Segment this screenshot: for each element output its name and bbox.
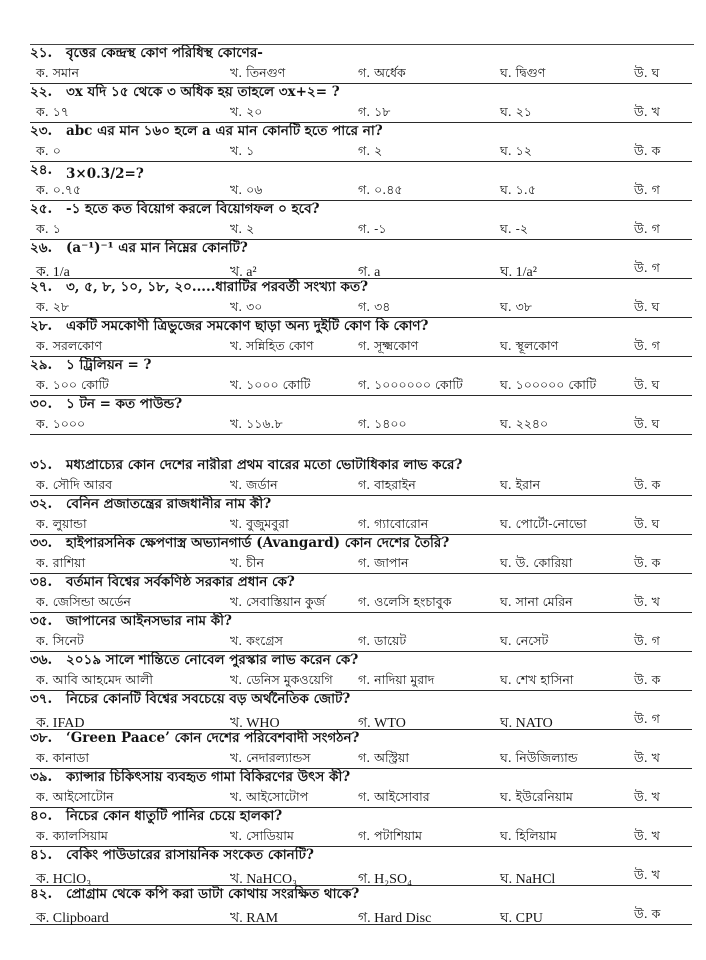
option-ga: গ. ১৪০০ [358, 416, 407, 431]
question-number: ৩১. [30, 457, 53, 473]
option-gha: ঘ. ১০০০০০ কোটি [500, 377, 597, 392]
question-block-general-knowledge [30, 457, 692, 925]
answer-key: উ. ঘ [634, 377, 660, 392]
option-ga: গ. পটাশিয়াম [358, 828, 422, 843]
question-row [30, 769, 692, 789]
question-row [30, 201, 692, 221]
question-number: ৩৯. [30, 769, 53, 785]
option-ga: গ. a [358, 265, 381, 280]
option-gha: ঘ. ২২৪০ [500, 416, 549, 431]
option-gha: ঘ. নিউজিল্যান্ড [500, 750, 578, 765]
answer-key: উ. গ [634, 221, 660, 236]
option-ga: গ. ৩৪ [358, 299, 391, 314]
answer-key: উ. ঘ [634, 299, 660, 314]
option-gha: ঘ. পোর্টো-নোভো [500, 516, 587, 531]
option-ka: ক. কানাডা [36, 750, 89, 765]
options-row [30, 182, 692, 201]
question-row [30, 574, 692, 594]
options-row [30, 416, 692, 435]
answer-key: উ. খ [634, 867, 660, 882]
question-number: ২৫. [30, 201, 53, 217]
question-text: -১ হতে কত বিয়োগ করলে বিয়োগফল ০ হবে? [66, 201, 320, 217]
question-row [30, 162, 692, 182]
option-kha: খ. ০৬ [230, 182, 263, 197]
option-gha: ঘ. 1/a² [500, 265, 537, 280]
question-text: বেনিন প্রজাতন্ত্রের রাজধানীর নাম কী? [66, 496, 272, 512]
options-row [30, 377, 692, 396]
question-row [30, 847, 692, 867]
question-row [30, 123, 692, 143]
answer-key: উ. খ [634, 104, 660, 119]
option-kha: খ. ২ [230, 221, 255, 236]
option-kha: খ. কংগ্রেস [230, 633, 283, 648]
question-text: নিচের কোনটি বিশ্বের সবচেয়ে বড় অর্থনৈতিক জোট? [66, 691, 351, 707]
option-ka: ক. ১০০০ [36, 416, 86, 431]
options-row [30, 65, 692, 84]
question-text: প্রোগ্রাম থেকে কপি করা ডাটা কোথায় সংরক্ষিত থাকে? [66, 886, 360, 902]
question-text: ১ ট্রিলিয়ন = ? [66, 357, 152, 373]
answer-key: উ. খ [634, 828, 660, 843]
answer-key: উ. ঘ [634, 516, 660, 531]
option-ga: গ. ১০০০০০০ কোটি [358, 377, 463, 392]
question-text: ১ টন = কত পাউন্ড? [66, 396, 183, 412]
answer-key: উ. গ [634, 260, 660, 275]
answer-key: উ. গ [634, 338, 660, 353]
option-kha: খ. জর্ডান [230, 477, 278, 492]
question-row [30, 457, 692, 477]
question-number: ৩০. [30, 396, 53, 412]
question-number: ৩২. [30, 496, 53, 512]
answer-key: উ. ঘ [634, 416, 660, 431]
option-ga: গ. WTO [358, 716, 406, 731]
options-row [30, 672, 692, 691]
option-kha: খ. সেবাস্তিয়ান কুর্জ [230, 594, 325, 609]
option-kha: খ. সোডিয়াম [230, 828, 294, 843]
option-kha: খ. নেদারল্যান্ডস [230, 750, 311, 765]
options-row [30, 477, 692, 496]
option-gha: ঘ. নেসেট [500, 633, 549, 648]
option-gha: ঘ. সানা মেরিন [500, 594, 573, 609]
option-ga: গ. অর্ধেক [358, 65, 406, 80]
options-row [30, 555, 692, 574]
options-row [30, 516, 692, 535]
question-text: 3×0.3/2=? [66, 166, 144, 182]
question-text: একটি সমকোণী ত্রিভুজের সমকোণ ছাড়া অন্য দুইটি কোণ কি কোণ? [66, 318, 429, 334]
option-ka: ক. ১ [36, 221, 61, 236]
options-row [30, 260, 692, 279]
options-row [30, 221, 692, 240]
option-kha: খ. ১০০০ কোটি [230, 377, 311, 392]
answer-key: উ. ক [634, 477, 661, 492]
option-kha: খ. তিনগুণ [230, 65, 286, 80]
answer-key: উ. খ [634, 594, 660, 609]
question-number: ২৬. [30, 240, 53, 256]
options-row [30, 594, 692, 613]
option-ka: ক. লুয়ান্ডা [36, 516, 87, 531]
question-row [30, 240, 692, 260]
option-ka: ক. HClO₃ [36, 872, 92, 887]
answer-key: উ. ক [634, 143, 661, 158]
question-row [30, 535, 692, 555]
question-row [30, 45, 692, 65]
question-text: ক্যান্সার চিকিৎসায় ব্যবহৃত গামা বিকিরণের উৎস কী? [66, 769, 351, 785]
option-ka: ক. আবি আহমেদ আলী [36, 672, 153, 687]
option-gha: ঘ. ১.৫ [500, 182, 536, 197]
question-row [30, 613, 692, 633]
question-text: বর্তমান বিশ্বের সর্বকণিষ্ঠ সরকার প্রধান কে? [66, 574, 295, 590]
option-gha: ঘ. ২১ [500, 104, 532, 119]
option-ka: ক. ১০০ কোটি [36, 377, 109, 392]
option-ga: গ. অস্ট্রিয়া [358, 750, 410, 765]
question-text: ‘Green Paace’ কোন দেশের পরিবেশবাদী সংগঠন? [66, 730, 360, 746]
option-ka: ক. সিনেট [36, 633, 84, 648]
question-number: ৩৭. [30, 691, 53, 707]
option-gha: ঘ. -২ [500, 221, 529, 236]
answer-key: উ. ঘ [634, 65, 660, 80]
option-kha: খ. সন্নিহিত কোণ [230, 338, 314, 353]
option-ga: গ. জাপান [358, 555, 409, 570]
question-text: হাইপারসনিক ক্ষেপণাস্ত্র অভ্যানগার্ড (Avangard) কোন দেশের তৈরি? [66, 535, 450, 551]
options-row [30, 789, 692, 808]
option-ka: ক. ২৮ [36, 299, 69, 314]
question-text: নিচের কোন ধাতুটি পানির চেয়ে হালকা? [66, 808, 283, 824]
option-kha: খ. চীন [230, 555, 264, 570]
question-row [30, 396, 692, 416]
question-text: abc এর মান ১৬০ হলে a এর মান কোনটি হতে পারে না? [66, 123, 383, 139]
option-ga: গ. বাহরাইন [358, 477, 416, 492]
option-gha: ঘ. NaHCl [500, 872, 556, 887]
option-ka: ক. ০ [36, 143, 61, 158]
answer-key: উ. ক [634, 672, 661, 687]
question-row [30, 357, 692, 377]
option-gha: ঘ. উ. কোরিয়া [500, 555, 573, 570]
option-ga: গ. H₂SO₄ [358, 872, 412, 887]
option-ga: গ. ২ [358, 143, 383, 158]
option-ka: ক. সমান [36, 65, 79, 80]
question-text: (a⁻¹)⁻¹ এর মান নিম্নের কোনটি? [66, 240, 248, 256]
option-ga: গ. -১ [358, 221, 387, 236]
question-text: ৩x যদি ১৫ থেকে ৩ অধিক হয় তাহলে ৩x+২= ? [66, 84, 340, 100]
option-ka: ক. সৌদি আরব [36, 477, 113, 492]
option-kha: খ. ডেনিস মুকওয়েগি [230, 672, 333, 687]
question-number: ২২. [30, 84, 53, 100]
option-gha: ঘ. ৩৮ [500, 299, 532, 314]
question-block-math [30, 45, 692, 435]
option-kha: খ. ১১৬.৮ [230, 416, 283, 431]
option-ga: গ. ওলেসি হংচাবুক [358, 594, 452, 609]
question-number: ৩৪. [30, 574, 53, 590]
options-row [30, 143, 692, 162]
option-ka: ক. 1/a [36, 265, 70, 280]
question-text: ৩, ৫, ৮, ১০, ১৮, ২০.....ধারাটির পরবর্তী সংখ্যা কত? [66, 279, 368, 295]
question-row [30, 808, 692, 828]
option-gha: ঘ. ১২ [500, 143, 532, 158]
question-row [30, 84, 692, 104]
option-ga: গ. ডায়েট [358, 633, 407, 648]
options-row [30, 750, 692, 769]
options-row [30, 867, 692, 886]
option-gha: ঘ. NATO [500, 716, 553, 731]
question-number: ৩৮. [30, 730, 53, 746]
option-ga: গ. ০.৪৫ [358, 182, 403, 197]
option-ga: গ. Hard Disc [358, 911, 432, 926]
question-number: ২৮. [30, 318, 53, 334]
option-ga: গ. নাদিয়া মুরাদ [358, 672, 435, 687]
option-kha: খ. WHO [230, 716, 280, 731]
options-row [30, 828, 692, 847]
option-kha: খ. ২০ [230, 104, 263, 119]
option-gha: ঘ. স্থূলকোণ [500, 338, 559, 353]
option-gha: ঘ. ইরান [500, 477, 541, 492]
option-ka: ক. ১৭ [36, 104, 69, 119]
question-text: বৃত্তের কেন্দ্রস্থ কোণ পরিধিস্থ কোণের- [66, 45, 263, 61]
option-ka: ক. রাশিয়া [36, 555, 86, 570]
option-kha: খ. আইসোটোপ [230, 789, 309, 804]
question-text: ২০১৯ সালে শান্তিতে নোবেল পুরস্কার লাভ করেন কে? [66, 652, 359, 668]
option-gha: ঘ. হিলিয়াম [500, 828, 557, 843]
question-number: ২৯. [30, 357, 53, 373]
question-number: ৪২. [30, 886, 53, 902]
options-row [30, 633, 692, 652]
question-number: ৩৬. [30, 652, 53, 668]
question-number: ২৭. [30, 279, 53, 295]
option-kha: খ. ৩০ [230, 299, 263, 314]
option-kha: খ. ১ [230, 143, 255, 158]
option-kha: খ. RAM [230, 911, 279, 926]
question-number: ২৩. [30, 123, 53, 139]
option-ga: গ. সূক্ষ্মকোণ [358, 338, 419, 353]
option-ga: গ. ১৮ [358, 104, 391, 119]
option-gha: ঘ. দ্বিগুণ [500, 65, 546, 80]
question-number: ৩৩. [30, 535, 53, 551]
question-text: মধ্যপ্রাচ্যের কোন দেশের নারীরা প্রথম বারের মতো ভোটাধিকার লাভ করে? [66, 457, 463, 473]
option-gha: ঘ. CPU [500, 911, 543, 926]
question-row [30, 318, 692, 338]
answer-key: উ. খ [634, 789, 660, 804]
options-row [30, 104, 692, 123]
question-number: ৪১. [30, 847, 53, 863]
option-kha: খ. বুজুমবুরা [230, 516, 289, 531]
option-ga: গ. আইসোবার [358, 789, 430, 804]
question-number: ৩৫. [30, 613, 53, 629]
answer-key: উ. গ [634, 711, 660, 726]
option-ka: ক. আইসোটোন [36, 789, 114, 804]
answer-key: উ. ক [634, 906, 661, 921]
question-number: ৪০. [30, 808, 53, 824]
question-text: বেকিং পাউডারের রাসায়নিক সংকেত কোনটি? [66, 847, 314, 863]
option-kha: খ. a² [230, 265, 257, 280]
options-row [30, 906, 692, 925]
option-ka: ক. Clipboard [36, 911, 109, 926]
option-ka: ক. জেসিন্ডা অর্ডেন [36, 594, 131, 609]
question-row [30, 496, 692, 516]
options-row [30, 711, 692, 730]
answer-key: উ. গ [634, 182, 660, 197]
answer-key: উ. খ [634, 750, 660, 765]
option-ga: গ. গ্যাবোরোন [358, 516, 429, 531]
question-number: ২১. [30, 45, 53, 61]
option-ka: ক. ০.৭৫ [36, 182, 82, 197]
option-ka: ক. সরলকোণ [36, 338, 103, 353]
options-row [30, 338, 692, 357]
options-row [30, 299, 692, 318]
option-ka: ক. IFAD [36, 716, 85, 731]
option-gha: ঘ. শেখ হাসিনা [500, 672, 574, 687]
answer-key: উ. ক [634, 555, 661, 570]
question-text: জাপানের আইনসভার নাম কী? [66, 613, 232, 629]
question-row [30, 652, 692, 672]
answer-key: উ. গ [634, 633, 660, 648]
question-number: ২৪. [30, 162, 53, 178]
option-gha: ঘ. ইউরেনিয়াম [500, 789, 573, 804]
option-kha: খ. NaHCO₃ [230, 872, 297, 887]
option-ka: ক. ক্যালসিয়াম [36, 828, 108, 843]
question-row [30, 691, 692, 711]
